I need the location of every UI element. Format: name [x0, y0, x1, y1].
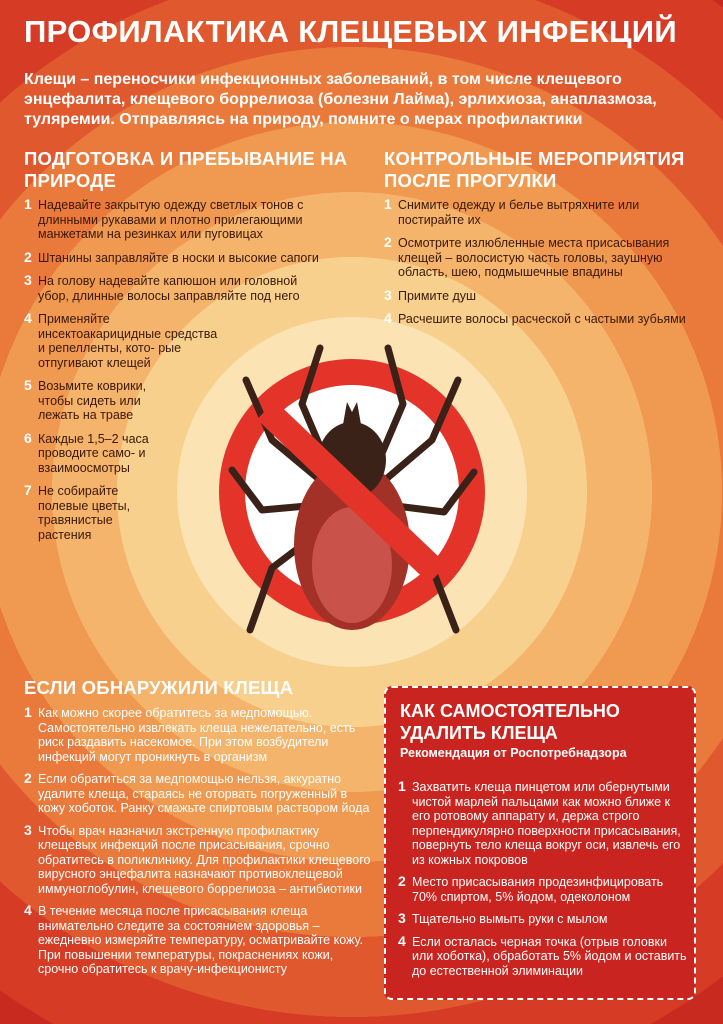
- callout-title: КАК САМОСТОЯТЕЛЬНО УДАЛИТЬ КЛЕЩА: [400, 701, 620, 743]
- step-number: 4: [398, 932, 406, 949]
- step-number: 4: [384, 310, 392, 326]
- step-number: 3: [24, 821, 32, 838]
- step-text: Если обратиться за медпомощью нельзя, аккуратно удалите клеща, стараясь не оторвать погруженный в кожу хоботок. Ранку смажьте спиртовым раствором йода: [38, 772, 370, 815]
- page-title: ПРОФИЛАКТИКА КЛЕЩЕВЫХ ИНФЕКЦИЙ: [24, 14, 677, 49]
- step-text: Если осталась черная точка (отрыв головки или хоботка), обработать 5% йодом и оставить до естественной элиминации: [412, 934, 687, 978]
- list-item: [384, 198, 658, 227]
- step-text: Штанины заправляйте в носки и высокие сапоги: [38, 250, 319, 265]
- list-item: [24, 706, 372, 764]
- section-title-found: ЕСЛИ ОБНАРУЖИЛИ КЛЕЩА: [24, 677, 294, 698]
- step-text: Тщательно вымыть руки с мылом: [412, 912, 608, 926]
- callout-subtitle: Рекомендация от Роспотребнадзора: [400, 746, 627, 760]
- step-text: Снимите одежду и белье вытряхните или постирайте их: [398, 198, 640, 227]
- step-number: 5: [24, 377, 32, 393]
- step-number: 4: [24, 310, 32, 326]
- intro-text: Клещи – переносчики инфекционных заболеваний, в том числе клещевого энцефалита, клещевого боррелиоза (болезни Лайма), эрлихиоза, анаплазмоза, туляремии. Отправляясь на природу, помните о мерах профилактики: [24, 71, 657, 128]
- step-text: Чтобы врач назначил экстренную профилактику клещевых инфекций после присасывания, срочно обратитесь в поликлинику. Для профилактики клещевого вирусного энцефалита назначают противоклещевой иммуноглобулин, клещевого боррелиоза – антибиотики: [38, 823, 371, 896]
- list-item: [24, 429, 168, 476]
- step-number: 3: [398, 910, 406, 926]
- step-number: 4: [24, 902, 32, 918]
- list-item: [384, 236, 708, 280]
- step-text: Расчешите волосы расческой с частыми зубьями: [398, 312, 686, 326]
- step-number: 7: [24, 482, 32, 498]
- list-item: [24, 821, 372, 897]
- step-number: 2: [24, 770, 32, 786]
- section-title-after: КОНТРОЛЬНЫЕ МЕРОПРИЯТИЯ ПОСЛЕ ПРОГУЛКИ: [384, 148, 685, 191]
- list-item: [24, 484, 148, 542]
- step-number: 1: [24, 704, 32, 720]
- section-title-nature: ПОДГОТОВКА И ПРЕБЫВАНИЕ НА ПРИРОДЕ: [24, 148, 348, 191]
- step-text: Место присасывания продезинфицировать 70% спиртом, 5% йодом, одеколоном: [412, 875, 664, 904]
- after-list: [384, 198, 704, 327]
- no-tick-icon: [210, 340, 500, 650]
- step-text: Не собирайте полевые цветы, травянистые растения: [38, 484, 131, 542]
- step-text: Как можно скорее обратитесь за медпомощью. Самостоятельно извлекать клеща нежелательно, есть риск раздавить насекомое. При этом возбудители инфекций могут проникнуть в организм: [38, 706, 356, 764]
- list-item: [24, 772, 372, 816]
- step-text: В течение месяца после присасывания клеща внимательно следите за состоянием здоровья – ежедневно измеряйте температуру, осматривайте кожу. При повышении температуры, покраснениях кожи, срочно обратитесь к врачу-инфекционисту: [38, 904, 363, 976]
- step-number: 3: [384, 286, 392, 303]
- step-number: 1: [384, 196, 392, 212]
- list-item: [24, 248, 358, 266]
- list-item: [24, 274, 318, 303]
- step-text: Осмотрите излюбленные места присасывания клещей – волосистую часть головы, заушную область, шею, подмышечные впадины: [398, 236, 670, 279]
- step-text: Каждые 1,5–2 часа проводите само- и взаимоосмотры: [38, 431, 149, 475]
- list-item: [24, 198, 338, 242]
- list-item: [24, 312, 226, 370]
- list-item: [24, 379, 178, 423]
- step-number: 2: [384, 234, 392, 250]
- step-number: 1: [398, 778, 406, 794]
- step-number: 6: [24, 429, 32, 446]
- step-text: На голову надевайте капюшон или головной убор, длинные волосы заправляйте под него: [38, 274, 300, 303]
- list-item: [398, 912, 688, 927]
- list-item: [24, 904, 372, 977]
- step-number: 1: [24, 196, 32, 212]
- list-item: [384, 312, 723, 327]
- step-text: Возьмите коврики, чтобы сидеть или лежать на траве: [38, 379, 147, 422]
- removal-callout: [384, 686, 696, 1000]
- list-item: [384, 286, 698, 304]
- list-item: [398, 875, 688, 904]
- found-list: [24, 706, 372, 977]
- step-text: Захватить клеща пинцетом или обернутыми чистой марлей пальцами как можно ближе к его ротовому аппарату и, держа строго перпендикулярно поверхности присасывания, повернуть тело клеща вокруг оси, извлечь его из кожных покровов: [412, 780, 681, 867]
- step-text: Примите душ: [398, 288, 477, 303]
- step-text: Надевайте закрытую одежду светлых тонов с длинными рукавами и плотно прилегающими манжетами на резинках или пуговицах: [38, 198, 304, 241]
- remove-list: [398, 780, 688, 978]
- step-text: Применяйте инсектоакарицидные средства и репелленты, кото- рые отпугивают клещей: [38, 312, 218, 370]
- step-number: 2: [398, 873, 406, 889]
- step-number: 2: [24, 248, 32, 265]
- list-item: [398, 932, 688, 979]
- step-number: 3: [24, 272, 32, 288]
- list-item: [398, 780, 688, 867]
